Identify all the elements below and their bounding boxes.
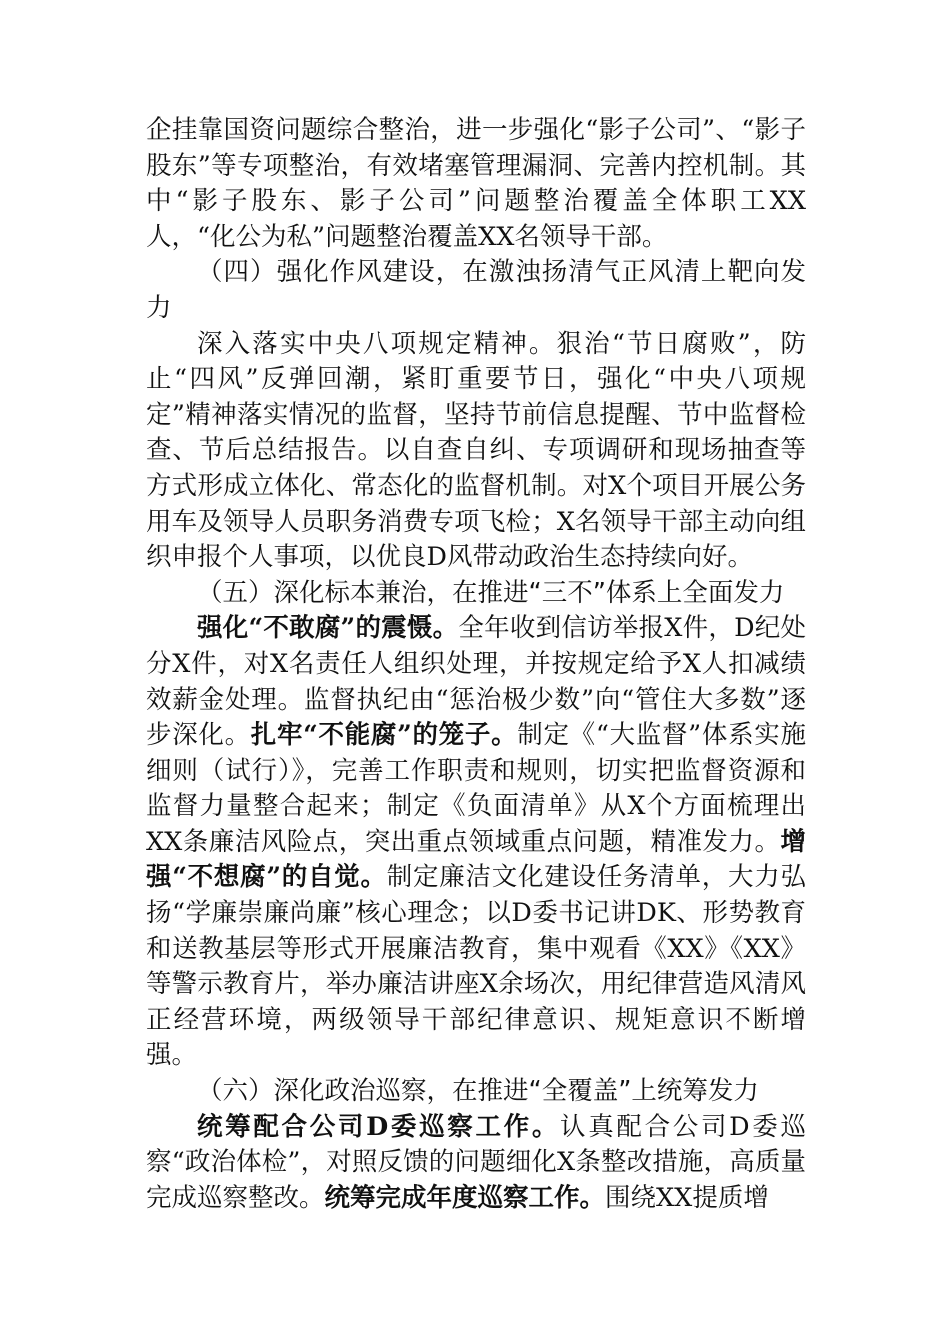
text-coordinate-inspection: 认真配合公司D委巡察“政治体检”，对照反馈的问题细化X条整改措施，高质量完成巡察整改。 (146, 1111, 806, 1213)
text-want-not: 制定廉洁文化建设任务清单，大力弘扬“学廉崇廉尚廉”核心理念；以D委书记讲DK、形势教育和送教基层等形式开展廉洁教育，集中观看《XX》《XX》等警示教育片，举办廉洁讲座X余场次，用纪律营造风清风正经营环境，两级领导干部纪律意识、规矩意识不断增强。 (146, 862, 806, 1071)
bold-lead-coordinate-inspection: 统筹配合公司D委巡察工作。 (197, 1111, 561, 1142)
text-cannot: 制定《“大监督”体系实施细则（试行）》，完善工作职责和规则，切实把监督资源和监督力量整合起来；制定《负面清单》从X个方面梳理出XX条廉洁风险点，突出重点领域重点问题，精准发力。 (146, 720, 806, 857)
paragraph-inspection (146, 1110, 806, 1217)
bold-lead-want-not: 增强“不想腐”的自觉。 (146, 826, 806, 893)
paragraph-three-nots (146, 611, 806, 1074)
bold-lead-annual-inspection: 统筹完成年度巡察工作。 (324, 1182, 606, 1213)
paragraph-style-building: 深入落实中央八项规定精神。狠治“节日腐败”，防止“四风”反弹回潮，紧盯重要节日，强化“中央八项规定”精神落实情况的监督，坚持节前信息提醒、节中监督检查、节后总结报告。以自查自纠、专项调研和现场抽查等方式形成立体化、常态化的监督机制。对X个项目开展公务用车及领导人员职务消费专项飞检；X名领导干部主动向组织申报个人事项，以优良D风带动政治生态持续向好。 (146, 328, 806, 573)
document-page (146, 113, 806, 1216)
section-heading-4: （四）强化作风建设，在激浊扬清气正风清上靶向发力 (146, 257, 806, 323)
text-annual-inspection: 围绕XX提质增 (605, 1182, 769, 1213)
text-dare-not: 全年收到信访举报X件，D纪处分X件，对X名责任人组织处理，并按规定给予X人扣减绩效薪金处理。监督执纪由“惩治极少数”向“管住大多数”逐步深化。 (146, 613, 806, 751)
bold-lead-cannot: 扎牢“不能腐”的笼子。 (250, 720, 518, 751)
section-heading-5: （五）深化标本兼治，在推进“三不”体系上全面发力 (197, 577, 785, 608)
bold-lead-dare-not: 强化“不敢腐”的震慑。 (197, 613, 459, 644)
section-heading-6: （六）深化政治巡察，在推进“全覆盖”上统筹发力 (197, 1076, 759, 1107)
paragraph-rectification: 企挂靠国资问题综合整治，进一步强化“影子公司”、“影子股东”等专项整治，有效堵塞管理漏洞、完善内控机制。其中“影子股东、影子公司”问题整治覆盖全体职工XX人，“化公为私”问题整治覆盖XX名领导干部。 (146, 115, 806, 252)
